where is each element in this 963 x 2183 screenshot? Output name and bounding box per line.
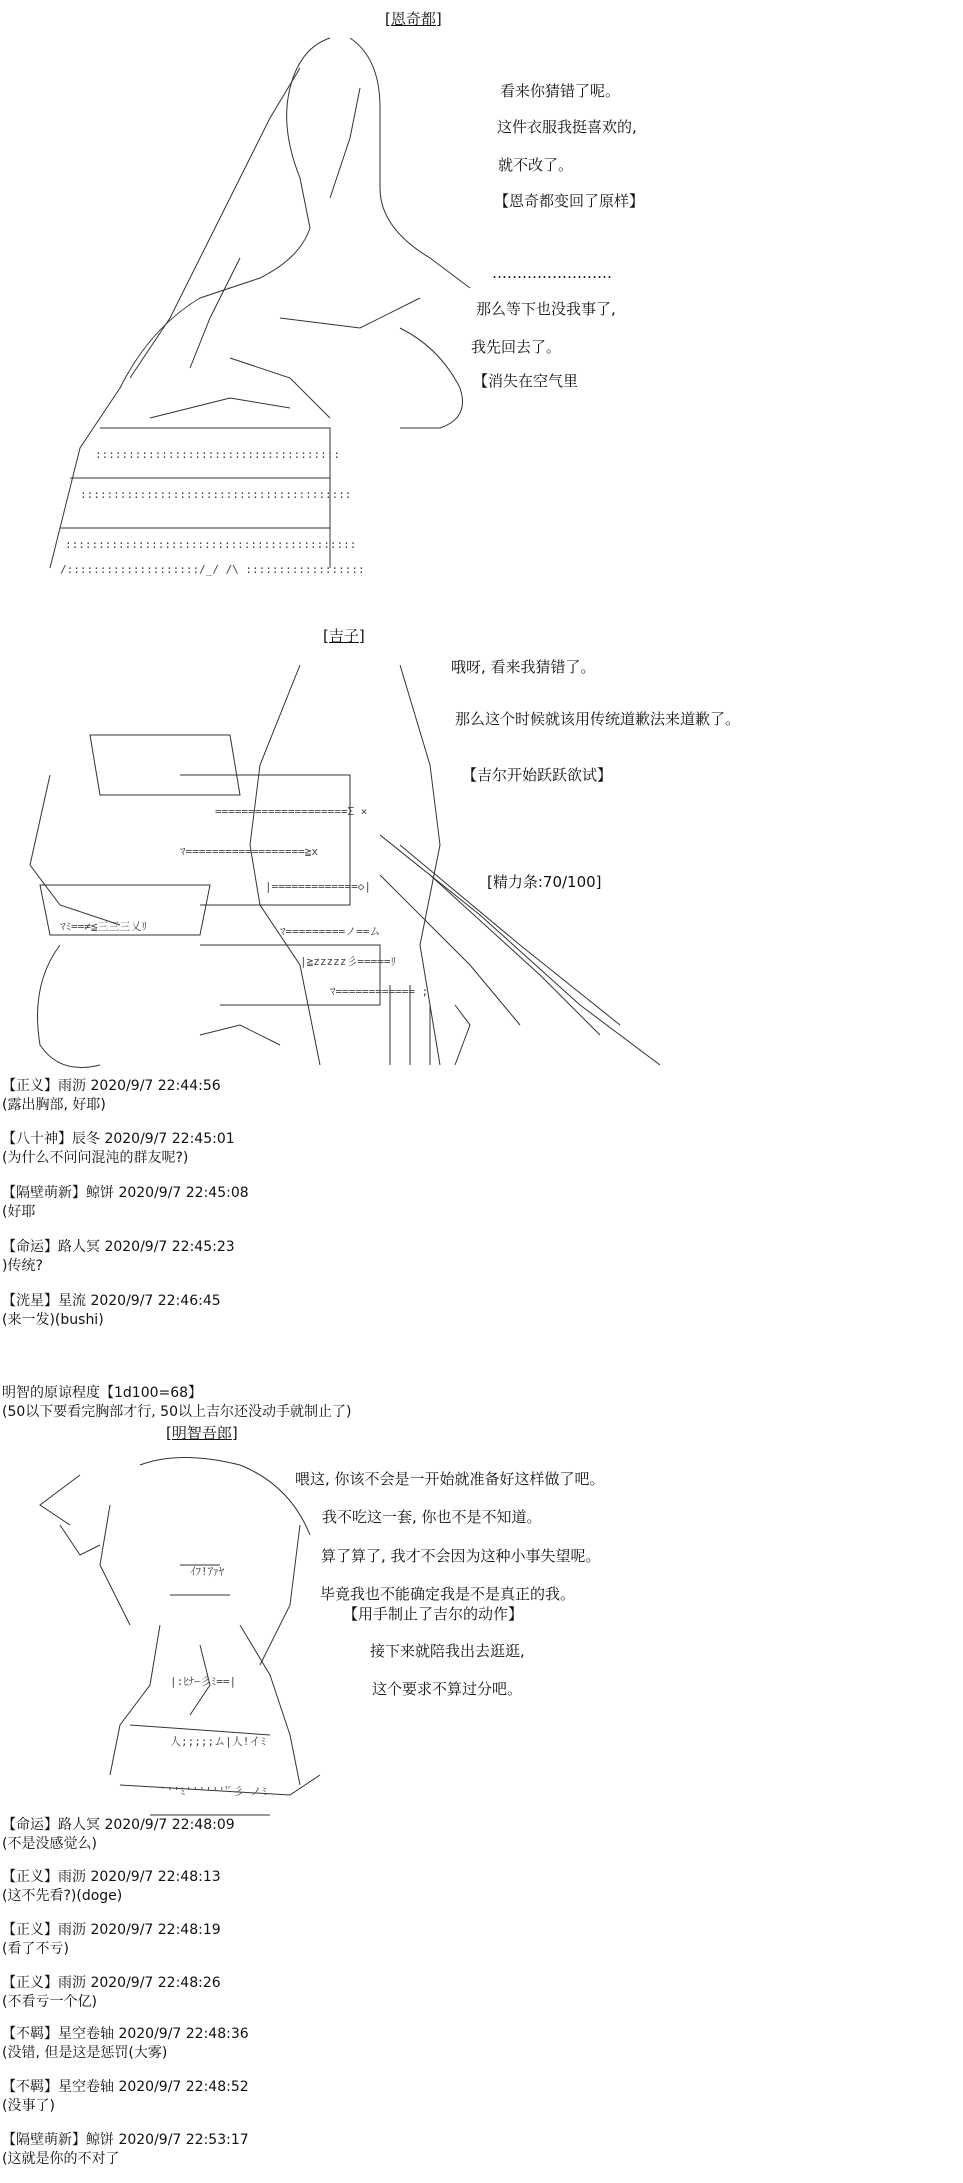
comment-block-7 <box>2 1868 221 1906</box>
scene2-speaker <box>323 625 365 646</box>
scene3-speaker <box>166 1422 238 1443</box>
svg-text:::::::::::::::::::::::::::::::: :::::::::::::::::::::::::::::::::::::::::::: <box>65 538 357 551</box>
svg-text:ﾏﾐ==≠≦三三三乂ﾘ: ﾏﾐ==≠≦三三三乂ﾘ <box>60 920 147 933</box>
comment-text: (来一发)(bushi) <box>2 1312 104 1328</box>
svg-text:ﾏ==================≧x: ﾏ==================≧x <box>180 845 318 858</box>
scene3-line-4: 毕竟我也不能确定我是不是真正的我。 <box>320 1585 576 1603</box>
svg-text:ﾏ=========ノ==ム: ﾏ=========ノ==ム <box>280 925 381 938</box>
comment-author: 【八十神】辰冬 2020/9/7 22:45:01 <box>2 1131 235 1147</box>
svg-text:/::::::::::::::::::::/_/ /\ ::: /::::::::::::::::::::/_/ /\ :::::::::::::::::: <box>60 563 365 576</box>
comment-block-8 <box>2 1921 221 1959</box>
scene1-line-6: 我先回去了。 <box>471 338 562 356</box>
comment-block-4 <box>2 1238 235 1276</box>
comment-text: (看了不亏) <box>2 1941 69 1957</box>
svg-text:|≧zzzzz彡=====ﾘ: |≧zzzzz彡=====ﾘ <box>300 955 396 968</box>
akechi-ascii-art <box>20 1445 340 1825</box>
comment-author: 【隔壁萌新】鲸饼 2020/9/7 22:45:08 <box>2 1185 249 1201</box>
scene2-line-4: [精力条:70/100] <box>487 873 602 891</box>
svg-text:人;;;;;ム|人!イﾐ: 人;;;;;ム|人!イﾐ <box>170 1735 266 1748</box>
comment-text: (好耶 <box>2 1204 36 1220</box>
comment-block-9 <box>2 1974 221 2012</box>
comment-block-2 <box>2 1130 235 1168</box>
comment-text: (不是没感觉么) <box>2 1836 97 1852</box>
comment-text: (没事了) <box>2 2098 55 2114</box>
dice-roll-block <box>2 1384 351 1422</box>
comment-author: 【命运】路人冥 2020/9/7 22:45:23 <box>2 1239 235 1255</box>
svg-text:|:ﾋﾅｰ彡ﾐ==|: |:ﾋﾅｰ彡ﾐ==| <box>170 1675 237 1688</box>
scene3-line-3: 算了算了, 我才不会因为这种小事失望呢。 <box>321 1547 601 1565</box>
comment-author: 【正义】雨沥 2020/9/7 22:44:56 <box>2 1078 221 1094</box>
scene3-line-5: 【用手制止了吉尔的动作】 <box>343 1605 524 1623</box>
comment-author: 【正义】雨沥 2020/9/7 22:48:13 <box>2 1869 221 1885</box>
scene1-line-4: 【恩奇都变回了原样】 <box>494 192 645 210</box>
scene3-line-7: 这个要求不算过分吧。 <box>372 1680 523 1698</box>
comment-author: 【正义】雨沥 2020/9/7 22:48:26 <box>2 1975 221 1991</box>
comment-text: (没错, 但是这是惩罚(大雾) <box>2 2045 168 2061</box>
scene3-speaker-name: [明智吾郎] <box>166 1424 238 1442</box>
scene2-line-2: 那么这个时候就该用传统道歉法来道歉了。 <box>455 710 741 728</box>
svg-text:ﾏ============ ;: ﾏ============ ; <box>330 985 429 998</box>
comment-block-10 <box>2 2025 249 2063</box>
scene2-speaker-name: [吉子] <box>323 627 365 645</box>
dice-roll-rule: (50以下要看完胸部才行, 50以上吉尔还没动手就制止了) <box>2 1404 352 1420</box>
svg-text:|=============◇|: |=============◇| <box>265 880 371 893</box>
svg-text:::::::::::::::::::::::::::::::: ::::::::::::::::::::::::::::::::::::: <box>95 448 341 461</box>
scene2-line-1: 哦呀, 看来我猜错了。 <box>451 658 596 676</box>
comment-author: 【不羁】星空卷轴 2020/9/7 22:48:52 <box>2 2079 249 2095</box>
comment-block-3 <box>2 1184 249 1222</box>
comment-author: 【隔壁萌新】鲸饼 2020/9/7 22:53:17 <box>2 2132 249 2148</box>
comment-author: 【不羁】星空卷轴 2020/9/7 22:48:36 <box>2 2026 249 2042</box>
scene1-dots: …………………… <box>492 264 612 282</box>
svg-text:`''ﾐ'''''''ﾞ彡 ノﾐ: `''ﾐ'''''''ﾞ彡 ノﾐ <box>160 1785 267 1798</box>
comment-block-5 <box>2 1292 221 1330</box>
scene3-line-1: 喂这, 你该不会是一开始就准备好这样做了吧。 <box>295 1470 605 1488</box>
comment-text: (露出胸部, 好耶) <box>2 1097 106 1113</box>
enkidu-ascii-art <box>0 28 500 588</box>
comment-text: (这不先看?)(doge) <box>2 1888 123 1904</box>
comment-block-11 <box>2 2078 249 2116</box>
scene1-line-2: 这件衣服我挺喜欢的, <box>497 118 637 136</box>
svg-text:====================Σ ×: ====================Σ × <box>215 805 368 818</box>
svg-text:::::::::::::::::::::::::::::::: ::::::::::::::::::::::::::::::::::::::::: <box>80 488 352 501</box>
scene1-line-5: 那么等下也没我事了, <box>476 300 616 318</box>
comment-author: 【洸星】星流 2020/9/7 22:46:45 <box>2 1293 221 1309</box>
comment-text: )传统? <box>2 1258 43 1274</box>
scene1-speaker <box>385 8 442 29</box>
scene2-line-3: 【吉尔开始跃跃欲试】 <box>462 766 613 784</box>
scene1-speaker-name: [恩奇都] <box>385 10 442 28</box>
comment-text: (不看亏一个亿) <box>2 1994 97 2010</box>
dice-roll-result: 明智的原谅程度【1d100=68】 <box>2 1385 203 1401</box>
scene3-line-6: 接下来就陪我出去逛逛, <box>370 1642 525 1660</box>
comment-author: 【命运】路人冥 2020/9/7 22:48:09 <box>2 1817 235 1833</box>
comment-author: 【正义】雨沥 2020/9/7 22:48:19 <box>2 1922 221 1938</box>
comment-text: (这就是你的不对了 <box>2 2151 120 2167</box>
scene3-line-2: 我不吃这一套, 你也不是不知道。 <box>322 1508 542 1526</box>
comment-block-1 <box>2 1077 221 1115</box>
svg-text:ｲﾌ!ｱｧﾔ: ｲﾌ!ｱｧﾔ <box>190 1565 225 1578</box>
scene1-line-1: 看来你猜错了呢。 <box>500 82 621 100</box>
scene1-line-3: 就不改了。 <box>498 156 574 174</box>
scene1-line-7: 【消失在空气里 <box>473 372 579 390</box>
comment-block-6 <box>2 1816 235 1854</box>
comment-block-12 <box>2 2131 249 2169</box>
comment-text: (为什么不问问混沌的群友呢?) <box>2 1150 189 1166</box>
